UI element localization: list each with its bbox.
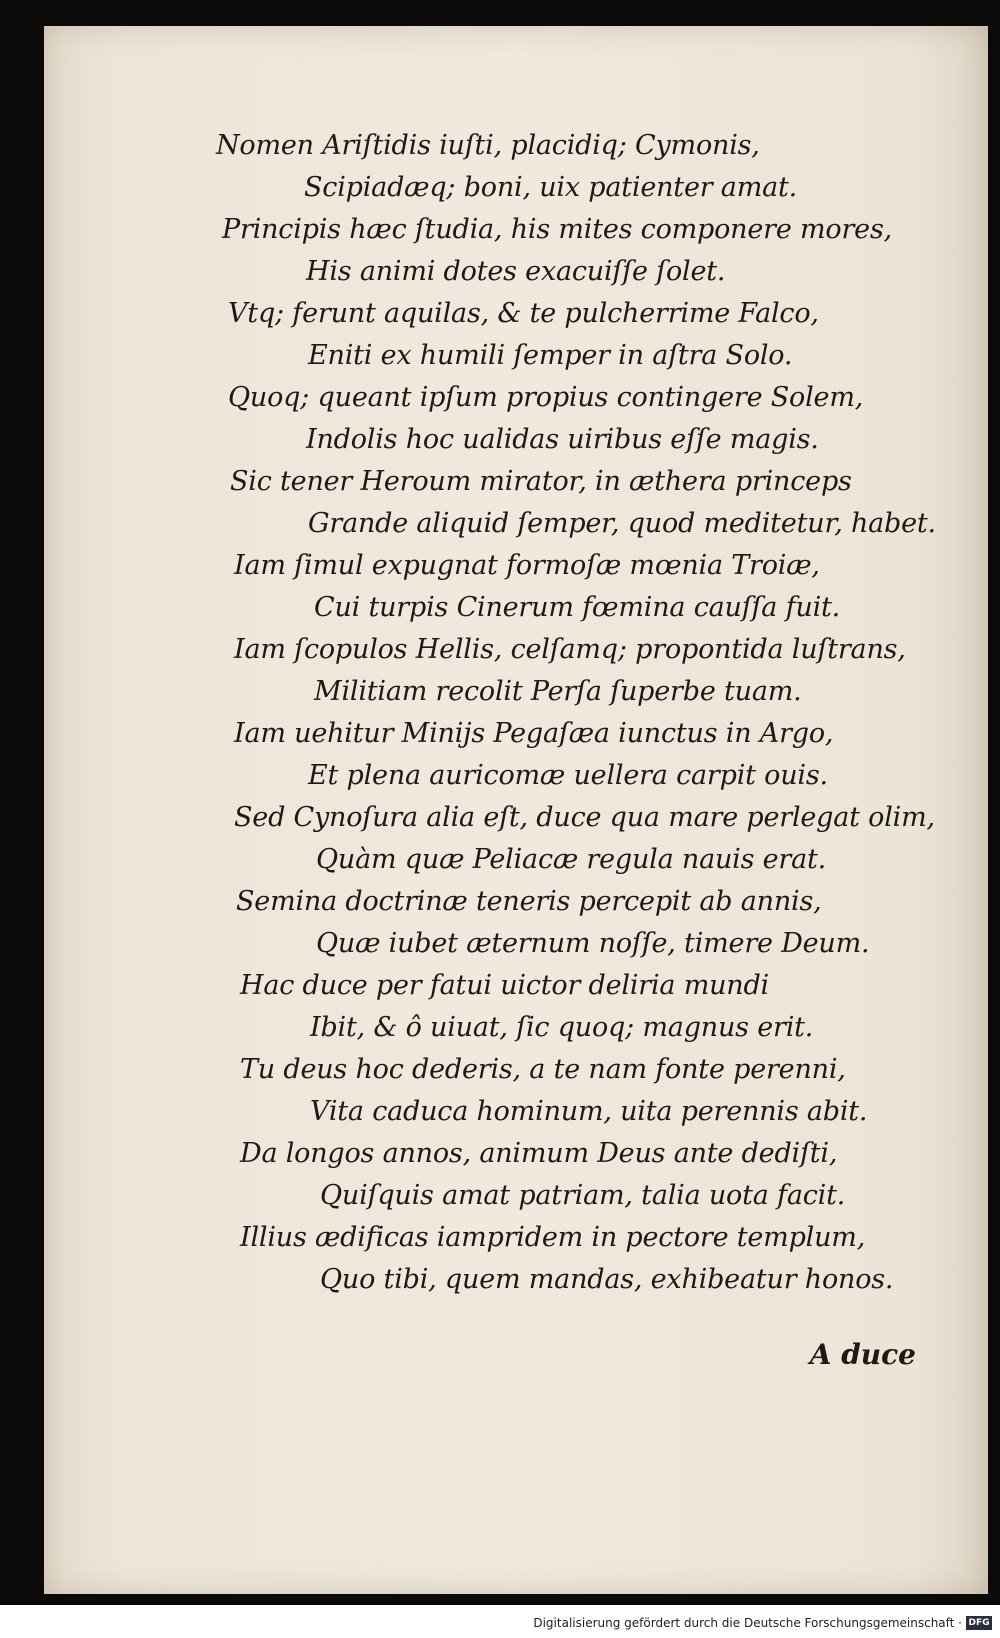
poem-line: Iam ſcopulos Hellis, celſamq; propontida luſtrans, bbox=[234, 634, 906, 665]
poem-line: Quæ iubet æternum noſſe, timere Deum. bbox=[316, 928, 870, 959]
poem-line: Illius ædificas iampridem in pectore templum, bbox=[240, 1222, 866, 1253]
poem-line: Da longos annos, animum Deus ante dediſti, bbox=[240, 1138, 838, 1169]
poem-line: Scipiadæq; boni, uix patienter amat. bbox=[304, 172, 798, 203]
poem-line: Grande aliquid ſemper, quod meditetur, habet. bbox=[308, 508, 936, 539]
book-page bbox=[44, 26, 988, 1594]
poem-line: Hac duce per fatui uictor deliria mundi bbox=[240, 970, 769, 1001]
poem-line: His animi dotes exacuiſſe ſolet. bbox=[306, 256, 726, 287]
poem-line: Indolis hoc ualidas uiribus eſſe magis. bbox=[306, 424, 819, 455]
digitization-credit: Digitalisierung gefördert durch die Deutsche Forschungsgemeinschaft · bbox=[533, 1616, 962, 1630]
poem-line: Semina doctrinæ teneris percepit ab annis, bbox=[236, 886, 822, 917]
dfg-logo: DFG bbox=[966, 1616, 992, 1630]
poem-line: Quo tibi, quem mandas, exhibeatur honos. bbox=[320, 1264, 894, 1295]
poem-line: Ibit, & ô uiuat, ſic quoq; magnus erit. bbox=[310, 1012, 814, 1043]
poem-line: Principis hæc ſtudia, his mites componere mores, bbox=[222, 214, 893, 245]
poem-line: Nomen Ariſtidis iuſti, placidiq; Cymonis, bbox=[216, 130, 760, 161]
poem-line: Iam ſimul expugnat formoſæ mœnia Troiæ, bbox=[234, 550, 820, 581]
poem-line: Iam uehitur Minijs Pegaſæa iunctus in Argo, bbox=[234, 718, 834, 749]
poem-line: Vita caduca hominum, uita perennis abit. bbox=[310, 1096, 868, 1127]
poem-line: Vtq; ferunt aquilas, & te pulcherrime Falco, bbox=[228, 298, 819, 329]
poem-line: Sed Cynoſura alia eſt, duce qua mare perlegat olim, bbox=[234, 802, 935, 833]
poem-line: Eniti ex humili ſemper in aſtra Solo. bbox=[308, 340, 793, 371]
poem-line: Militiam recolit Perſa ſuperbe tuam. bbox=[314, 676, 802, 707]
poem-line: Cui turpis Cinerum fœmina cauſſa fuit. bbox=[314, 592, 841, 623]
poem-line: Quoq; queant ipſum propius contingere Solem, bbox=[228, 382, 864, 413]
poem-line: Et plena auricomæ uellera carpit ouis. bbox=[308, 760, 828, 791]
poem-line: Tu deus hoc dederis, a te nam fonte perenni, bbox=[240, 1054, 846, 1085]
poem-line: Quiſquis amat patriam, talia uota facit. bbox=[320, 1180, 846, 1211]
poem-line: Quàm quæ Peliacæ regula nauis erat. bbox=[316, 844, 827, 875]
poem-line: Sic tener Heroum mirator, in æthera princeps bbox=[230, 466, 852, 497]
footer bbox=[0, 1605, 1000, 1638]
catchword: A duce bbox=[809, 1338, 916, 1371]
